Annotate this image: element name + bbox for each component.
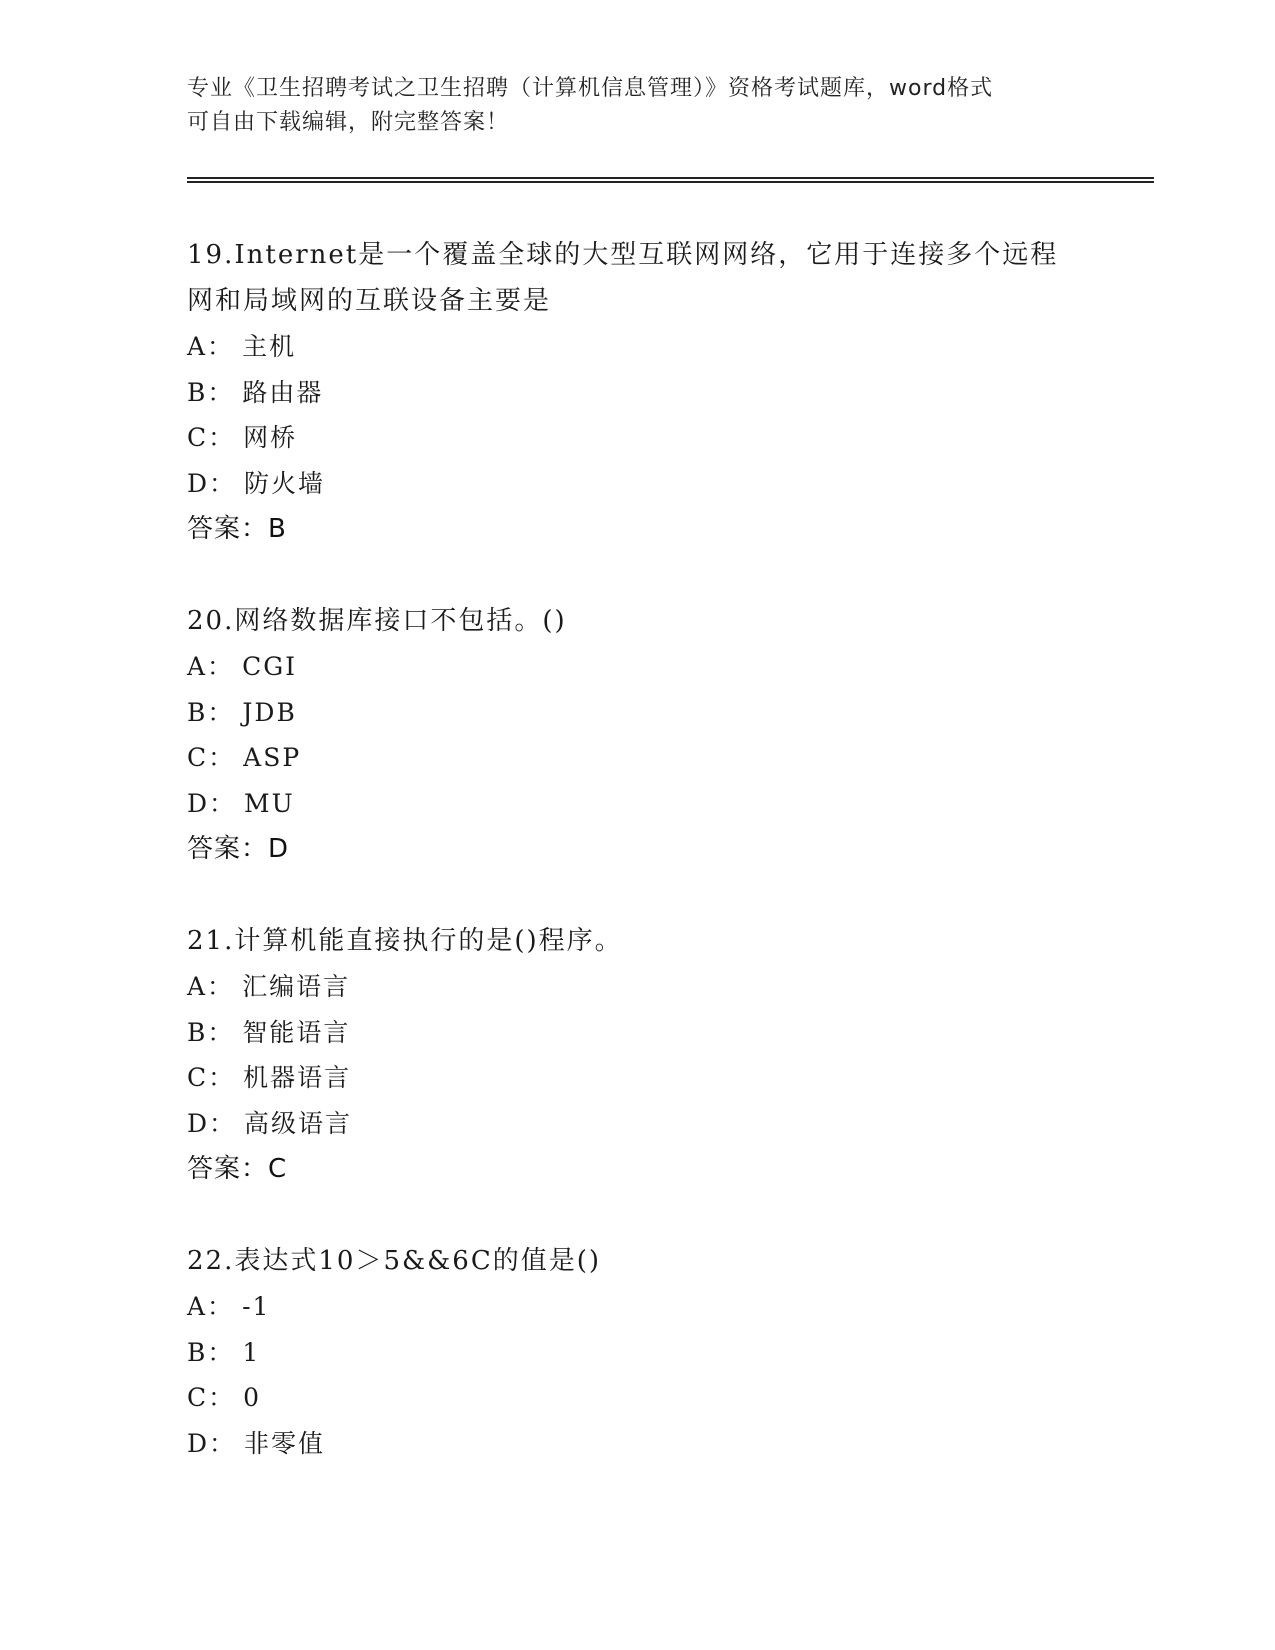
option-text: 1 <box>242 1337 261 1367</box>
option-text: 汇编语言 <box>242 972 351 1001</box>
question-text-line-2: 网和局域网的互联设备主要是 <box>187 286 552 316</box>
option-a <box>187 1284 1107 1330</box>
option-letter: C： <box>187 423 236 452</box>
option-a <box>187 324 1107 370</box>
option-letter: B： <box>187 1017 235 1047</box>
question-19 <box>187 232 1107 552</box>
option-d <box>187 781 1107 827</box>
question-text <box>187 598 1107 644</box>
question-number: 21. <box>187 926 235 956</box>
question-list <box>187 232 1107 1512</box>
question-21 <box>187 918 1107 1192</box>
option-c <box>187 1055 1107 1101</box>
option-text: CGI <box>242 652 298 681</box>
option-text: 网桥 <box>243 423 298 452</box>
header-divider-top <box>187 177 1154 179</box>
question-text <box>187 232 1107 278</box>
header-line-2: 可自由下载编辑，附完整答案！ <box>187 110 510 135</box>
header-line-1: 专业《卫生招聘考试之卫生招聘（计算机信息管理）》资格考试题库，word格式 <box>187 76 994 101</box>
question-20 <box>187 598 1107 872</box>
option-letter: B： <box>187 377 235 407</box>
option-text: 机器语言 <box>243 1063 352 1092</box>
option-letter: A： <box>187 1292 235 1321</box>
option-text: MU <box>244 788 295 818</box>
option-letter: C： <box>187 1383 236 1412</box>
question-number: 20. <box>187 606 235 636</box>
question-text <box>187 1238 1107 1284</box>
option-text: JDB <box>242 697 297 727</box>
option-text: -1 <box>242 1292 271 1321</box>
option-text: 防火墙 <box>244 468 326 498</box>
option-d <box>187 461 1107 507</box>
question-number: 19. <box>187 240 235 270</box>
option-text: 主机 <box>242 332 297 361</box>
question-text-line-1: Internet是一个覆盖全球的大型互联网网络，它用于连接多个远程 <box>234 240 1059 270</box>
question-text-line-1: 计算机能直接执行的是()程序。 <box>234 926 623 956</box>
option-text: 智能语言 <box>242 1017 351 1047</box>
option-letter: A： <box>187 972 235 1001</box>
option-d <box>187 1101 1107 1147</box>
document-header <box>187 72 1087 140</box>
option-letter: C： <box>187 1063 236 1092</box>
option-b <box>187 1010 1107 1056</box>
answer-label: 答案：B <box>187 514 287 544</box>
option-b <box>187 370 1107 416</box>
option-text: 0 <box>243 1383 262 1412</box>
answer-label: 答案：D <box>187 834 290 864</box>
option-a <box>187 644 1107 690</box>
answer-label: 答案：C <box>187 1154 288 1184</box>
option-text: 路由器 <box>242 377 324 407</box>
question-text <box>187 918 1107 964</box>
option-text: 非零值 <box>244 1428 326 1458</box>
option-a <box>187 964 1107 1010</box>
option-text: 高级语言 <box>244 1108 353 1138</box>
option-c <box>187 1375 1107 1421</box>
option-letter: D： <box>187 1108 237 1138</box>
option-letter: D： <box>187 1428 237 1458</box>
question-text-line-1: 表达式10＞5&&6C的值是() <box>234 1246 601 1276</box>
option-c <box>187 735 1107 781</box>
option-c <box>187 415 1107 461</box>
option-letter: D： <box>187 468 237 498</box>
question-text-line-1: 网络数据库接口不包括。() <box>234 606 567 636</box>
question-number: 22. <box>187 1246 235 1276</box>
header-divider-bottom <box>187 181 1154 183</box>
option-letter: D： <box>187 788 237 818</box>
option-letter: C： <box>187 743 236 772</box>
option-b <box>187 690 1107 736</box>
option-b <box>187 1330 1107 1376</box>
question-22 <box>187 1238 1107 1466</box>
option-letter: A： <box>187 332 235 361</box>
option-letter: A： <box>187 652 235 681</box>
option-text: ASP <box>243 743 302 772</box>
option-letter: B： <box>187 1337 235 1367</box>
option-letter: B： <box>187 697 235 727</box>
option-d <box>187 1421 1107 1467</box>
